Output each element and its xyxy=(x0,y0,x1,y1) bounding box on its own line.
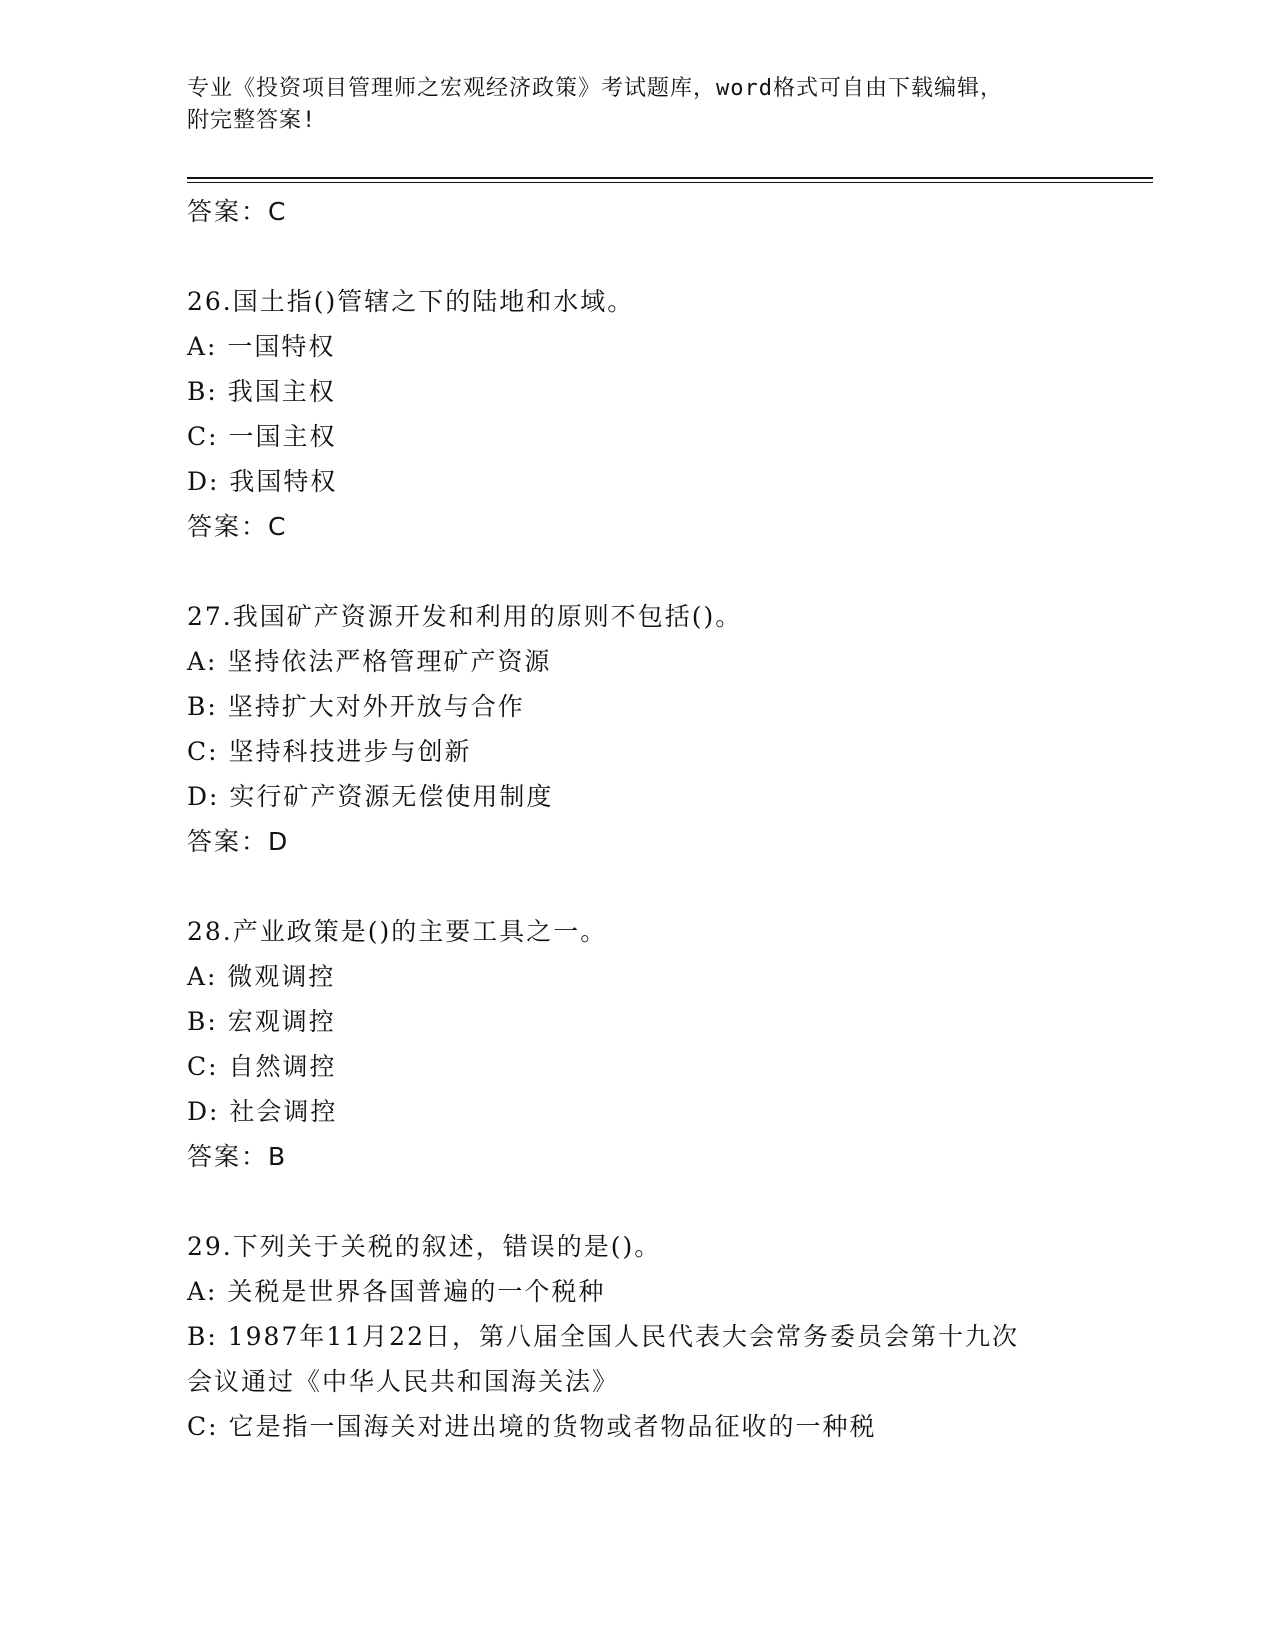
question-block xyxy=(187,1224,1087,1449)
header-line-2: 附完整答案! xyxy=(187,108,317,133)
question-block xyxy=(187,279,1087,549)
option-b: B: 1987年11月22日，第八届全国人民代表大会常务委员会第十九次 xyxy=(187,1322,1019,1351)
question-block xyxy=(187,594,1087,864)
option-c: C: 它是指一国海关对进出境的货物或者物品征收的一种税 xyxy=(187,1412,877,1441)
document-header xyxy=(187,73,1067,137)
option-d: D: 社会调控 xyxy=(187,1097,338,1126)
answer-line: 答案：C xyxy=(187,512,288,541)
option-b: B: 我国主权 xyxy=(187,377,336,406)
question-block xyxy=(187,909,1087,1179)
answer-line: 答案：D xyxy=(187,827,290,856)
option-b-continued: 会议通过《中华人民共和国海关法》 xyxy=(187,1367,620,1396)
question-list xyxy=(187,189,1087,1449)
option-a: A: 一国特权 xyxy=(187,332,336,361)
spacer xyxy=(187,1179,1087,1224)
question-stem: 27.我国矿产资源开发和利用的原则不包括()。 xyxy=(187,602,743,631)
option-a: A: 关税是世界各国普遍的一个税种 xyxy=(187,1277,606,1306)
spacer xyxy=(187,864,1087,909)
header-rule-thin xyxy=(187,182,1153,183)
question-stem: 26.国土指()管辖之下的陆地和水域。 xyxy=(187,287,635,316)
option-c: C: 自然调控 xyxy=(187,1052,337,1081)
answer-line: 答案：C xyxy=(187,197,288,226)
option-d: D: 我国特权 xyxy=(187,467,338,496)
answer-line: 答案：B xyxy=(187,1142,288,1171)
option-a: A: 坚持依法严格管理矿产资源 xyxy=(187,647,552,676)
spacer xyxy=(187,549,1087,594)
option-b: B: 宏观调控 xyxy=(187,1007,336,1036)
header-line-1: 专业《投资项目管理师之宏观经济政策》考试题库，word格式可自由下载编辑， xyxy=(187,76,1003,101)
option-d: D: 实行矿产资源无偿使用制度 xyxy=(187,782,554,811)
option-b: B: 坚持扩大对外开放与合作 xyxy=(187,692,525,721)
option-c: C: 坚持科技进步与创新 xyxy=(187,737,472,766)
option-a: A: 微观调控 xyxy=(187,962,336,991)
question-stem: 29.下列关于关税的叙述，错误的是()。 xyxy=(187,1232,662,1261)
option-c: C: 一国主权 xyxy=(187,422,337,451)
question-stem: 28.产业政策是()的主要工具之一。 xyxy=(187,917,608,946)
spacer xyxy=(187,234,1087,279)
header-rule-thick xyxy=(187,177,1153,179)
